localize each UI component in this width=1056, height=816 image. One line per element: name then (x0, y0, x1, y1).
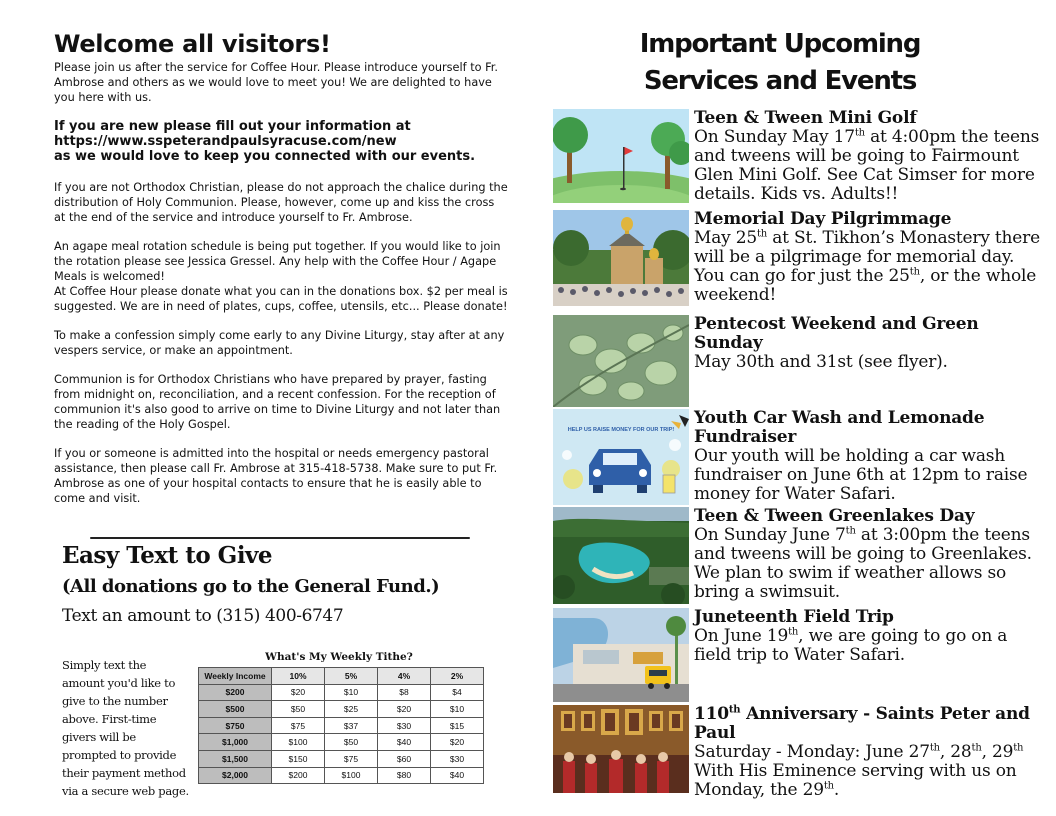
tithe-cell: $100 (272, 734, 325, 751)
tithe-cell: $500 (199, 701, 272, 718)
tithe-cell: $10 (325, 684, 378, 701)
event-mini-golf (553, 109, 1043, 204)
communion-paragraph: If you are not Orthodox Christian, please do not approach the chalice during the distribution of Holy Communion. Please, however, come up and kiss the cross at the end of the service and introduce yourself to Fr. Ambrose. (54, 181, 508, 224)
event-pentecost (553, 315, 1043, 407)
tithe-row (199, 734, 484, 751)
event-text: Youth Car Wash and Lemonade Fundraiser Our youth will be holding a car wash fundraiser on June 6th at 12pm to raise money for Water Safari. (694, 409, 1044, 504)
tithe-row (199, 684, 484, 701)
event-title: Pentecost Weekend and Green Sunday (694, 314, 979, 353)
events-title: Important Upcoming Services and Events (639, 29, 921, 96)
monastery-image (553, 210, 689, 306)
tithe-header: 10% (272, 668, 325, 685)
tithe-cell: $40 (378, 734, 431, 751)
tithe-cell: $10 (431, 701, 484, 718)
tithe-header: 2% (431, 668, 484, 685)
tithe-row (199, 717, 484, 734)
event-memorial-day (553, 210, 1043, 306)
tithe-row (199, 701, 484, 718)
event-title: Youth Car Wash and Lemonade Fundraiser (694, 408, 985, 447)
event-anniversary (553, 704, 1043, 800)
event-title: Juneteenth Field Trip (694, 607, 894, 627)
tithe-cell: $2,000 (199, 767, 272, 784)
event-text: 110th Anniversary - Saints Peter and Paul Saturday - Monday: June 27th, 28th, 29th With His Eminence serving with us on Monday, the 29th. (694, 705, 1044, 800)
tithe-cell: $200 (199, 684, 272, 701)
tithe-cell: $8 (378, 684, 431, 701)
church-interior-image (553, 705, 689, 793)
preparation-paragraph: Communion is for Orthodox Christians who have prepared by prayer, fasting from midnight on, reconciliation, and a recent confession. For the reception of communion it's also good to arrive on time to Divine Liturgy and not later than the reading of the Holy Gospel. (54, 373, 501, 431)
tithe-cell: $75 (272, 717, 325, 734)
give-text-number: Text an amount to (315) 400-6747 (62, 606, 344, 626)
tithe-cell: $100 (325, 767, 378, 784)
eucalyptus-image (553, 315, 689, 407)
car-wash-banner: HELP US RAISE MONEY FOR OUR TRIP! (567, 427, 675, 433)
new-visitor-note: If you are new please fill out your information at https://www.sspeterandpaulsyracuse.com/new as we would love to keep you connected with our events. (54, 119, 476, 164)
tithe-table-caption: What's My Weekly Tithe? (265, 651, 413, 663)
welcome-section (54, 30, 509, 520)
tithe-cell: $37 (325, 717, 378, 734)
tithe-cell: $25 (325, 701, 378, 718)
tithe-cell: $30 (431, 750, 484, 767)
hospital-paragraph: If you or someone is admitted into the hospital or needs emergency pastoral assistance, then please call Fr. Ambrose at 315-418-5738. Make sure to put Fr. Ambrose as one of your hospital contacts to ensure that he is easily able to come and visit. (54, 447, 498, 505)
tithe-row (199, 750, 484, 767)
event-greenlakes (553, 507, 1043, 604)
tithe-header: 5% (325, 668, 378, 685)
greenlakes-image (553, 507, 689, 604)
tithe-header: 4% (378, 668, 431, 685)
coffee-hour-paragraph: At Coffee Hour please donate what you can in the donations box. $2 per meal is suggested. We are in need of plates, cups, coffee, utensils, etc... Please donate! (54, 285, 508, 313)
tithe-cell: $750 (199, 717, 272, 734)
tithe-cell: $1,000 (199, 734, 272, 751)
agape-paragraph: An agape meal rotation schedule is being put together. If you would like to join the rotation please see Jessica Gressel. Any help with the Coffee Hour / Agape Meals is welcomed! (54, 240, 501, 283)
tithe-cell: $40 (431, 767, 484, 784)
new-visitor-link[interactable]: https://www.sspeterandpaulsyracuse.com/new (54, 134, 397, 149)
divider-line (90, 537, 470, 539)
tithe-cell: $200 (272, 767, 325, 784)
event-title: Teen & Tween Mini Golf (694, 108, 917, 128)
confession-paragraph: To make a confession simply come early to any Divine Liturgy, stay after at any vespers service, or make an appointment. (54, 329, 505, 357)
mini-golf-image (553, 109, 689, 203)
tithe-cell: $20 (272, 684, 325, 701)
event-juneteenth (553, 608, 1043, 704)
event-car-wash (553, 409, 1043, 505)
tithe-cell: $20 (378, 701, 431, 718)
event-title: Teen & Tween Greenlakes Day (694, 506, 975, 526)
give-title: Easy Text to Give (62, 542, 273, 569)
car-wash-image (553, 409, 689, 505)
tithe-cell: $50 (272, 701, 325, 718)
tithe-cell: $75 (325, 750, 378, 767)
tithe-table (198, 667, 484, 784)
tithe-cell: $4 (431, 684, 484, 701)
event-text: Pentecost Weekend and Green Sunday May 30th and 31st (see flyer). (694, 315, 1044, 372)
tithe-cell: $50 (325, 734, 378, 751)
event-text: Teen & Tween Greenlakes Day On Sunday June 7th at 3:00pm the teens and tweens will be going to Greenlakes. We plan to swim if weather allows so bring a swimsuit. (694, 507, 1044, 602)
tithe-cell: $80 (378, 767, 431, 784)
event-title: 110th Anniversary - Saints Peter and Paul (694, 704, 1030, 743)
welcome-title: Welcome all visitors! (54, 30, 331, 58)
welcome-intro: Please join us after the service for Coffee Hour. Please introduce yourself to Fr. Ambrose and others as we would love to meet you! We are delighted to have you here with us. (54, 61, 499, 104)
event-text: Memorial Day Pilgrimmage May 25th at St. Tikhon’s Monastery there will be a pilgrimage for memorial day. You can go for just the 25th, or the whole weekend! (694, 210, 1044, 305)
give-note: Simply text the amount you'd like to give to the number above. First-time givers will be prompted to provide their payment method via a secure web page. (62, 658, 189, 798)
tithe-header-row (199, 668, 484, 685)
event-text: Juneteenth Field Trip On June 19th, we are going to go on a field trip to Water Safari. (694, 608, 1044, 665)
tithe-header: Weekly Income (199, 668, 272, 685)
give-subtitle: (All donations go to the General Fund.) (62, 576, 440, 597)
event-text: Teen & Tween Mini Golf On Sunday May 17th at 4:00pm the teens and tweens will be going to Fairmount Glen Mini Golf. See Cat Simser for more details. Kids vs. Adults!! (694, 109, 1044, 204)
tithe-cell: $150 (272, 750, 325, 767)
tithe-cell: $15 (431, 717, 484, 734)
tithe-cell: $20 (431, 734, 484, 751)
event-title: Memorial Day Pilgrimmage (694, 209, 952, 229)
tithe-cell: $30 (378, 717, 431, 734)
tithe-row (199, 767, 484, 784)
water-safari-image (553, 608, 689, 702)
tithe-cell: $60 (378, 750, 431, 767)
tithe-cell: $1,500 (199, 750, 272, 767)
